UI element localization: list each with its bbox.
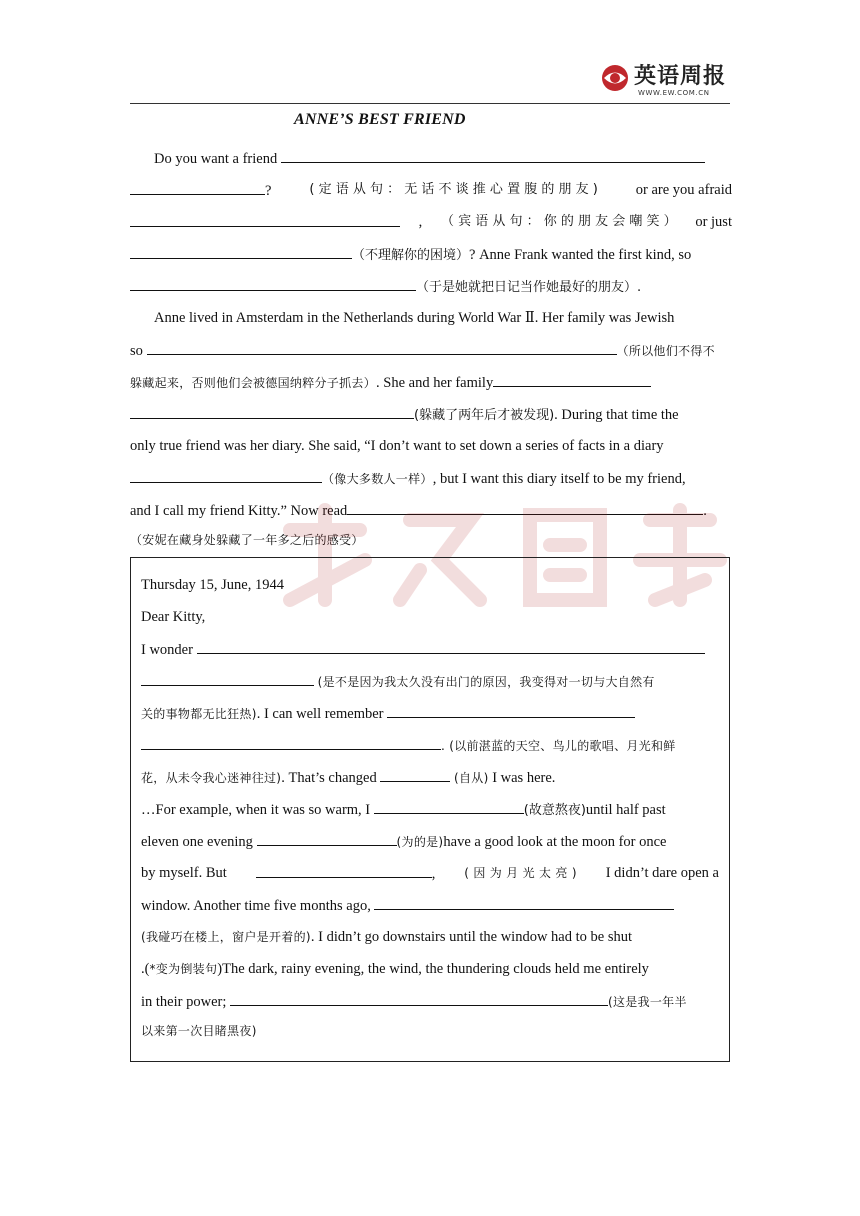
text-segment: . She and her family bbox=[376, 375, 494, 391]
text-segment: I didn’t dare open a bbox=[605, 865, 719, 881]
chinese-hint: ( 因 为 月 光 太 亮 ) bbox=[464, 866, 577, 880]
text-line bbox=[141, 831, 719, 852]
answer-blank[interactable] bbox=[130, 212, 400, 227]
chinese-hint: ( 定 语 从 句 ： 无 话 不 谈 推 心 置 腹 的 朋 友 ) bbox=[309, 182, 598, 197]
text-segment: I wonder bbox=[141, 642, 193, 658]
text-line bbox=[130, 372, 732, 393]
chinese-hint: （于是她就把日记当作她最好的朋友）. bbox=[416, 280, 642, 295]
text-segment: , bbox=[431, 866, 436, 882]
chinese-hint: （像大多数人一样） bbox=[322, 472, 433, 486]
text-line bbox=[130, 404, 732, 426]
chinese-hint: （安妮在藏身处躲藏了一年多之后的感受） bbox=[130, 533, 364, 547]
chinese-hint: (我碰巧在楼上，窗户是开着的) bbox=[141, 930, 311, 944]
text-segment: window. Another time five months ago, bbox=[141, 898, 371, 914]
answer-blank[interactable] bbox=[230, 991, 608, 1006]
text-line bbox=[141, 991, 719, 1012]
text-segment: eleven one evening bbox=[141, 834, 253, 850]
text-segment: in their power; bbox=[141, 994, 227, 1010]
chinese-hint: 以来第一次目睹黑夜) bbox=[141, 1024, 257, 1038]
text-line bbox=[141, 927, 719, 947]
text-line bbox=[154, 308, 732, 328]
text-segment: . bbox=[703, 503, 707, 519]
chinese-hint: (是不是因为我太久没有出门的原因，我变得对一切与大自然有 bbox=[317, 675, 655, 689]
answer-blank[interactable] bbox=[256, 863, 432, 878]
text-segment: . I didn’t go downstairs until the window had to be shut bbox=[310, 929, 632, 945]
text-line bbox=[130, 244, 732, 266]
text-segment: I was here. bbox=[492, 770, 556, 786]
text-segment: . That’s changed bbox=[281, 770, 377, 786]
text-line bbox=[141, 799, 719, 821]
text-segment: until half past bbox=[585, 802, 666, 818]
answer-blank[interactable] bbox=[380, 767, 450, 782]
text-segment: only true friend was her diary. She said, “I don’t want to set down a series of facts in a diary bbox=[130, 438, 664, 454]
text-segment: .( bbox=[141, 961, 150, 977]
text-segment: have a good look at the moon for once bbox=[443, 834, 667, 850]
text-line bbox=[141, 767, 719, 788]
text-line bbox=[130, 276, 732, 298]
chinese-hint: . (以前湛蓝的天空、鸟儿的歌唱、月光和鲜 bbox=[441, 739, 676, 753]
answer-blank[interactable] bbox=[141, 671, 314, 686]
text-line bbox=[130, 468, 732, 489]
text-line bbox=[141, 895, 719, 916]
text-segment: by myself. But bbox=[141, 865, 227, 881]
chinese-hint: (躲藏了两年后才被发现) bbox=[414, 408, 555, 423]
text-segment: . I can well remember bbox=[256, 706, 384, 722]
logo-emblem-icon bbox=[600, 63, 630, 93]
answer-blank[interactable] bbox=[130, 468, 322, 483]
text-line bbox=[141, 959, 719, 979]
answer-blank[interactable] bbox=[493, 372, 651, 387]
chinese-hint: (为的是) bbox=[396, 835, 444, 849]
text-segment: ? Anne Frank wanted the first kind, so bbox=[469, 247, 692, 263]
chinese-hint: (自从) bbox=[453, 771, 489, 785]
answer-blank[interactable] bbox=[374, 799, 524, 814]
page-header bbox=[130, 55, 730, 104]
text-segment: )The dark, rainy evening, the wind, the thundering clouds held me entirely bbox=[217, 961, 649, 977]
text-line bbox=[130, 212, 732, 232]
chinese-hint: （不理解你的困境） bbox=[352, 248, 470, 263]
text-line bbox=[141, 735, 719, 756]
chinese-hint: (故意熬夜) bbox=[523, 803, 586, 818]
text-line bbox=[154, 148, 732, 169]
answer-blank[interactable] bbox=[130, 404, 414, 419]
text-segment: Thursday 15, June, 1944 bbox=[141, 577, 284, 593]
answer-blank[interactable] bbox=[281, 148, 705, 163]
answer-blank[interactable] bbox=[147, 340, 617, 355]
answer-blank[interactable] bbox=[197, 639, 705, 654]
answer-blank[interactable] bbox=[130, 180, 265, 195]
chinese-hint: 花，从未令我心迷神往过) bbox=[141, 771, 282, 785]
text-segment: so bbox=[130, 343, 143, 359]
text-line bbox=[141, 639, 719, 660]
newspaper-logo bbox=[600, 59, 730, 101]
chinese-hint: (这是我一年半 bbox=[608, 995, 687, 1009]
text-line bbox=[141, 671, 719, 692]
text-line bbox=[141, 863, 719, 884]
diary-greeting bbox=[141, 607, 719, 627]
text-line bbox=[130, 340, 732, 361]
text-line bbox=[130, 436, 732, 456]
text-line bbox=[141, 703, 719, 724]
text-segment: …For example, when it was so warm, I bbox=[141, 802, 371, 818]
text-line bbox=[141, 1021, 719, 1041]
text-segment: Do you want a friend bbox=[154, 151, 278, 167]
text-segment: ? bbox=[265, 183, 272, 199]
chinese-hint: 关的事物都无比狂热) bbox=[141, 707, 257, 721]
answer-blank[interactable] bbox=[374, 895, 674, 910]
text-segment: . During that time the bbox=[554, 407, 679, 423]
answer-blank[interactable] bbox=[130, 276, 416, 291]
text-segment: Dear Kitty, bbox=[141, 609, 206, 625]
text-segment: , bbox=[418, 214, 423, 230]
diary-date bbox=[141, 575, 719, 595]
answer-blank[interactable] bbox=[141, 735, 441, 750]
chinese-hint: *变为倒装句 bbox=[149, 962, 218, 976]
logo-text: 英语周报 bbox=[634, 63, 727, 89]
text-segment: and I call my friend Kitty.” Now read bbox=[130, 503, 348, 519]
text-line bbox=[130, 180, 732, 201]
text-segment: , but I want this diary itself to be my friend, bbox=[432, 471, 686, 487]
answer-blank[interactable] bbox=[130, 244, 352, 259]
page-title: ANNE’S BEST FRIEND bbox=[294, 111, 466, 128]
text-segment: Anne lived in Amsterdam in the Netherlands during World War Ⅱ. Her family was Jewish bbox=[154, 310, 675, 326]
chinese-hint: （所以他们不得不 bbox=[616, 344, 715, 358]
text-segment: or just bbox=[695, 214, 732, 230]
text-segment: or are you afraid bbox=[635, 182, 732, 198]
answer-blank[interactable] bbox=[257, 831, 397, 846]
answer-blank[interactable] bbox=[387, 703, 635, 718]
chinese-hint: 躲藏起来，否则他们会被德国纳粹分子抓去） bbox=[130, 376, 377, 390]
chinese-hint: （ 宾 语 从 句 ： 你 的 朋 友 会 嘲 笑 ） bbox=[440, 214, 677, 229]
logo-url: WWW.EW.COM.CN bbox=[638, 89, 710, 97]
